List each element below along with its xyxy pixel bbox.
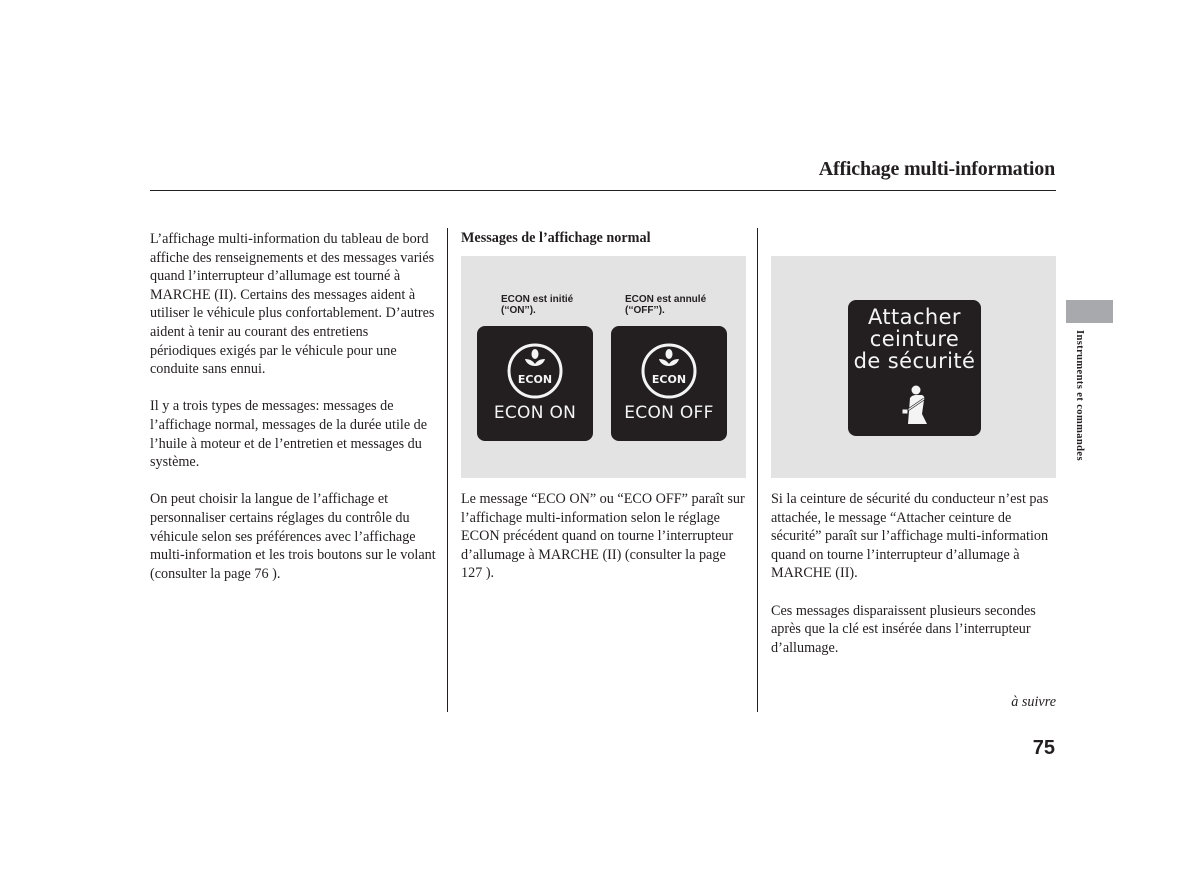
econ-on-display [477, 326, 593, 441]
page-number: 75 [1032, 737, 1055, 759]
seatbelt-message-line3: de sécurité [853, 349, 976, 373]
econ-off-display [611, 326, 727, 441]
intro-paragraph: L’affichage multi-information du tableau de bord affiche des renseignements et des messages variés quand l’interrupteur d’allumage est tourné à MARCHE (II). Certains des messages aident à utiliser le véhicule plus confortablement. D’autres aident à tenir au courant des entretiens périodiques exigés par le véhicule pour une conduite sans ennui. [150, 231, 435, 378]
econ-icon-text: ECON [651, 373, 687, 386]
title-divider [150, 190, 1056, 191]
right-column [771, 490, 1057, 676]
econ-paragraph [461, 490, 747, 602]
column-divider-right [757, 228, 758, 712]
section-heading: Messages de l’affichage normal [461, 230, 651, 246]
econ-on-caption: ECON est initié (‘‘ON’’). [501, 294, 574, 316]
econ-off-label: ECON OFF [624, 403, 714, 423]
seatbelt-figure [771, 256, 1056, 478]
econ-leaf-icon [506, 340, 564, 402]
econ-off-caption: ECON est annulé (‘‘OFF’’). [625, 294, 707, 316]
seatbelt-display [848, 300, 981, 436]
left-column [150, 230, 436, 602]
econ-figure [461, 256, 746, 478]
customization-paragraph: On peut choisir la langue de l’affichage et personnaliser certains réglages du contrôle du véhicule selon ses préférences avec l’affichage multi-information et les trois boutons sur le volant (consulter la page 76 ). [150, 491, 436, 582]
seatbelt-message-line2: ceinture [869, 327, 960, 351]
econ-leaf-icon [640, 340, 698, 402]
disappear-paragraph: Ces messages disparaissent plusieurs secondes après que la clé est insérée dans l’interrupteur d’allumage. [771, 602, 1036, 656]
seatbelt-message-line1: Attacher [868, 305, 961, 329]
continued-label: à suivre [1011, 694, 1056, 710]
page-title: Affichage multi-information [818, 158, 1055, 180]
econ-on-label: ECON ON [493, 403, 577, 423]
message-types-paragraph: Il y a trois types de messages: messages de l’affichage normal, messages de la durée utile de l’huile à moteur et de l’entretien et messages du système. [150, 398, 428, 471]
seatbelt-icon [894, 384, 936, 426]
seatbelt-paragraph: Si la ceinture de sécurité du conducteur n’est pas attachée, le message “Attacher ceinture de sécurité” paraît sur l’affichage multi-information quand on tourne l’interrupteur d’allumage à MARCHE (II). [771, 491, 1049, 582]
column-divider-left [447, 228, 448, 712]
econ-description: Le message “ECO ON” ou “ECO OFF” paraît sur l’affichage multi-information selon le réglage ECON précédent quand on tourne l’interrupteur d’allumage à MARCHE (II) (consulter la page 127 ). [461, 491, 745, 582]
chapter-tab [1066, 300, 1113, 323]
chapter-label: Instruments et commandes [1074, 330, 1085, 461]
seatbelt-message [848, 306, 981, 372]
econ-icon-text: ECON [517, 373, 553, 386]
